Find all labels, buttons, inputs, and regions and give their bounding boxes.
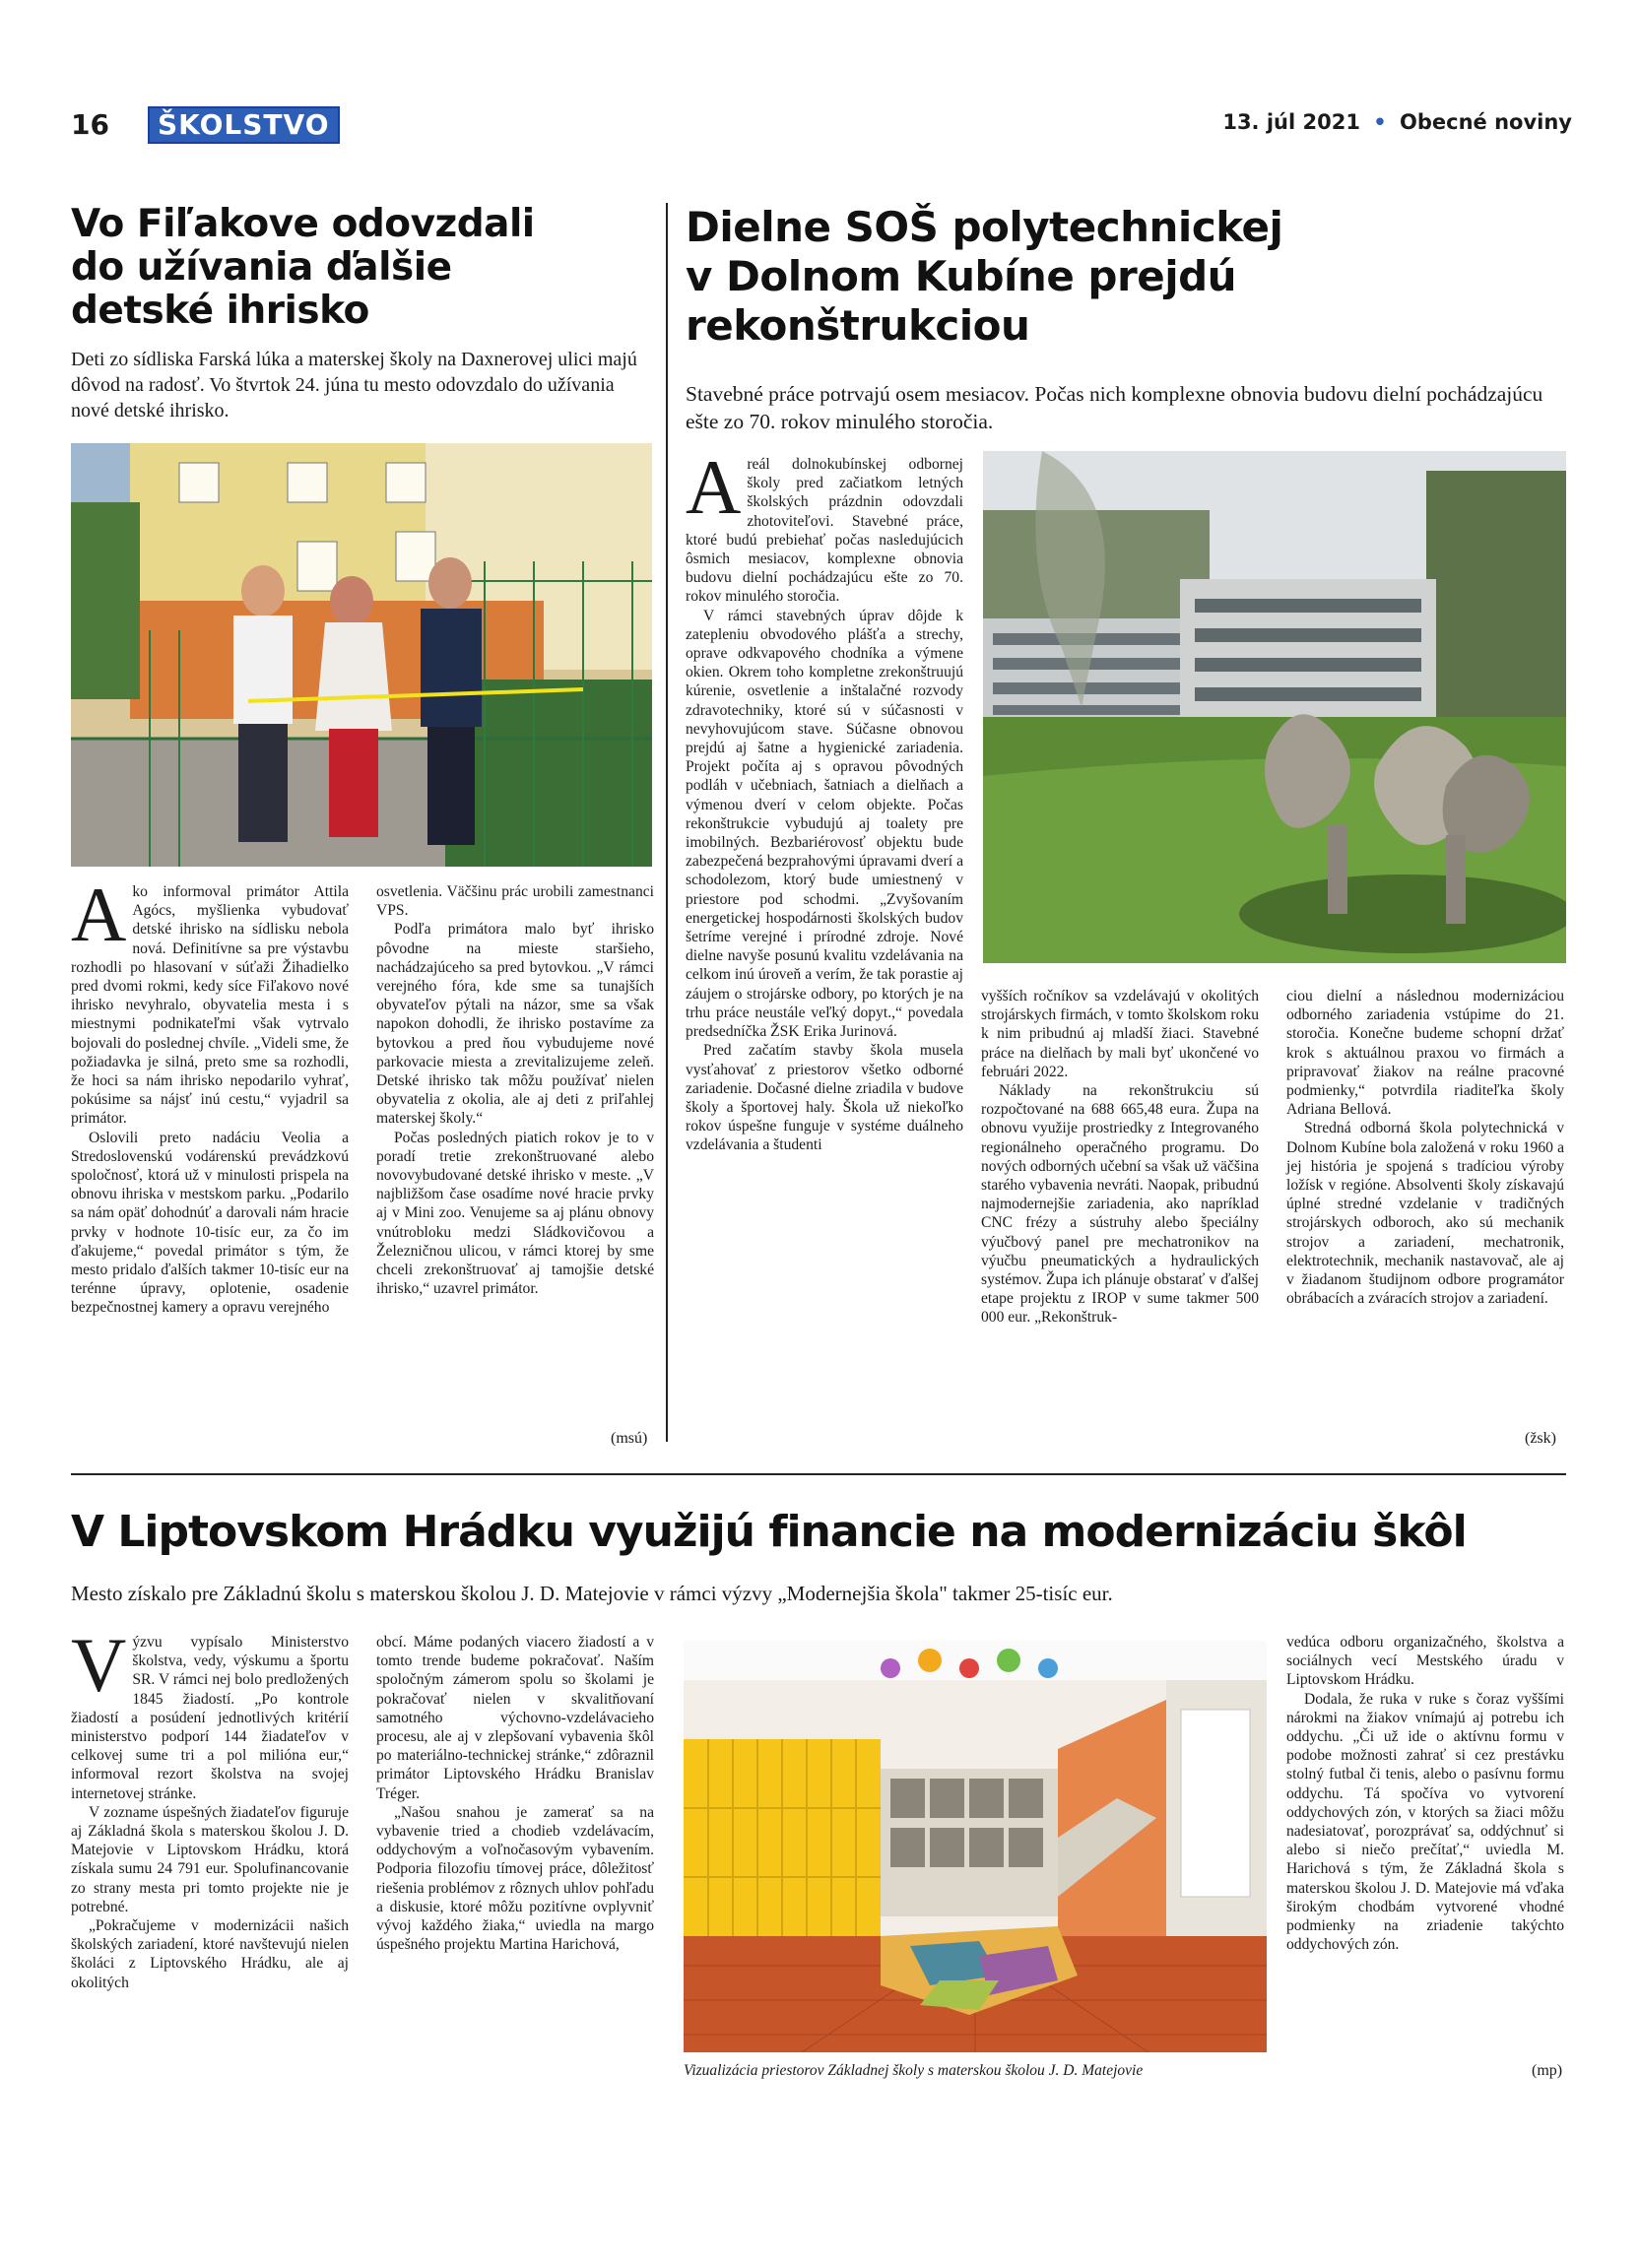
paragraph bbox=[686, 444, 963, 607]
article1-column1 bbox=[71, 872, 349, 1318]
paragraph-text: ýzvu vypísalo Ministerstvo školstva, vedy, výskumu a športu SR. V rámci nej bolo predložených 1845 žiadostí. „Po kontrole žiadostí a posúdení jednotlivých kritérií ministerstvo podporí 144 žiadateľov v celkovej sume tri a pol milióna eur,“ informoval rezort školstva na svojej internetovej stránke. bbox=[71, 1634, 349, 1802]
paragraph: obcí. Máme podaných viacero žiadostí a v tomto trende budeme pokračovať. Naším spoločným zámerom spolu so školami je pokračovať nielen v skvalitňovaní samotného výchovno-vzdelávacieho procesu, ale aj v zlepšovaní vybavenia škôl po materiálno-technickej stránke,“ zdôraznil primátor Liptovského Hrádku Branislav Tréger. bbox=[376, 1634, 654, 1802]
playground-image bbox=[71, 443, 652, 867]
paragraph: „Pokračujeme v modernizácii našich školských zariadení, ktoré navštevujú nielen školáci z Liptovského Hrádku, ale aj okolitých bbox=[71, 1917, 349, 1991]
paragraph: „Našou snahou je zamerať sa na vybavenie tried a chodieb vzdelávacím, oddychovým a voľnočasovým vybavením. Podporia filozofiu tímovej práce, dôležitosť riešenia problémov z rôznych uhlov pohľadu a diskusie, ktoré môžu pozitívne ovplyvniť vývoj každého žiaka,“ uviedla na margo úspešného projektu Martina Harichová, bbox=[376, 1803, 654, 1954]
article3-headline: V Liptovskom Hrádku využijú financie na modernizáciu škôl bbox=[71, 1507, 1467, 1557]
school-interior-visualization bbox=[684, 1641, 1267, 2052]
article2-signature: (žsk) bbox=[1525, 1430, 1556, 1447]
column-divider bbox=[666, 203, 668, 1442]
paragraph bbox=[71, 872, 349, 1129]
drop-cap: A bbox=[71, 872, 127, 957]
school-interior-image bbox=[684, 1641, 1267, 2052]
section-divider bbox=[71, 1473, 1566, 1475]
article3-column3 bbox=[1286, 1633, 1564, 1954]
paragraph-text: reál dolnokubínskej odbornej školy pred začiatkom letných školských prázdnin odovzdali zhotoviteľovi. Stavebné práce, ktoré budú prebiehať počas nasledujúcich ôsmich mesiacov, komplexne obnovia budovu dielní pochádzajúcu ešte zo 70. rokov minulého storočia. bbox=[686, 456, 963, 606]
drop-cap: V bbox=[71, 1622, 127, 1708]
school-building-photo bbox=[983, 451, 1566, 963]
article2-lead: Stavebné práce potrvajú osem mesiacov. Počas nich komplexne obnovia budovu dielní pochádzajúcu ešte zo 70. rokov minulého storočia. bbox=[686, 382, 1543, 433]
section-label: ŠKOLSTVO bbox=[148, 106, 340, 144]
paragraph bbox=[71, 1622, 349, 1803]
article2-column1 bbox=[686, 444, 963, 1155]
paragraph: Náklady na rekonštrukciu sú rozpočtované na 688 665,48 eura. Župa na obnovu využije prostriedky z Integrovaného regionálneho operačného programu. Do nových odborných učební sa však už väčšina starého vybavenia nevráti. Naopak, pribudnú najmodernejšie zariadenia, ako napríklad CNC frézy a sústruhy alebo špeciálny výučbový panel pre mechatronikov na výučbu pneumatických a hydraulických systémov. Župa ich plánuje obstarať v ďalšej etape projektu z IROP v sume takmer 500 000 eur. „Rekonštruk- bbox=[981, 1082, 1259, 1327]
article2-column2 bbox=[981, 987, 1259, 1328]
headline-line: v Dolnom Kubíne prejdú bbox=[686, 252, 1237, 300]
article3-lead: Mesto získalo pre Základnú školu s materskou školou J. D. Matejovie v rámci výzvy „Modernejšia škola" takmer 25-tisíc eur. bbox=[71, 1582, 1113, 1605]
playground-photo bbox=[71, 443, 652, 867]
article2-headline bbox=[686, 203, 1572, 351]
drop-cap: A bbox=[686, 444, 742, 530]
paragraph: Pred začatím stavby škola musela vysťahovať z priestorov všetko odborné zariadenie. Dočasné dielne zriadila v budove školy a športovej haly. Škola už niekoľko rokov úspešne funguje v systéme duálneho vzdelávania a študenti bbox=[686, 1042, 963, 1154]
paragraph: Oslovili preto nadáciu Veolia a Stredoslovenskú vodárenskú prevádzkovú spoločnosť, ktorá už v minulosti prispela na obnovu ihriska v mestskom parku. „Podarilo sa nám opäť dohodnúť a darovali nám hracie prvky v hodnote 10-tisíc eur, za čo im ďakujeme,“ povedal primátor s tým, že mesto pridalo ďalších takmer 10-tisíc eur na terénne úpravy, oplotenie, osadenie bezpečnostnej kamery a opravu verejného bbox=[71, 1129, 349, 1317]
paragraph: Počas posledných piatich rokov je to v poradí tretie zrekonštruované alebo novovybudované detské ihrisko v meste. „V najbližšom čase osadíme nové hracie prvky aj v Mini zoo. Venujeme sa aj plánu obnovy vnútrobloku medzi Sládkovičovou a Železničnou ulicou, v rámci ktorej by sme chceli zrekonštruovať aj tamojšie detské ihrisko,“ uzavrel primátor. bbox=[376, 1129, 654, 1298]
headline-line: Dielne SOŠ polytechnickej bbox=[686, 203, 1283, 251]
article3-column1 bbox=[71, 1622, 349, 1992]
headline-line: do užívania ďalšie bbox=[71, 245, 452, 290]
article1-headline bbox=[71, 203, 623, 333]
page-header bbox=[71, 106, 1572, 146]
paragraph: Podľa primátora malo byť ihrisko pôvodne na mieste staršieho, nachádzajúceho sa pred bytovkou. „V rámci verejného fóra, kde sme sa tunajších obyvateľov pýtali na názor, sme sa však napokon dohodli, že ihrisko postavíme za bytovkou a pred ňou vybudujeme nové parkovacie miesta a zrevitalizujeme zeleň. Detské ihrisko tak môžu používať nielen obyvatelia z okolia, ale aj deti z priľahlej materskej školy.“ bbox=[376, 921, 654, 1128]
issue-info bbox=[1222, 110, 1572, 134]
separator: • bbox=[1373, 110, 1387, 134]
article3-signature: (mp) bbox=[1532, 2062, 1563, 2079]
article3-column2 bbox=[376, 1633, 654, 1954]
paragraph: V zozname úspešných žiadateľov figuruje aj Základná škola s materskou školou J. D. Matejovie v Liptovskom Hrádku, ktorá získala sumu 24 791 eur. Spolufinancovanie zo strany mesta pri tomto projekte nie je potrebné. bbox=[71, 1803, 349, 1915]
paragraph: ciou dielní a následnou modernizáciou odborného zariadenia vstúpime do 21. storočia. Konečne budeme schopní držať krok s aktuálnou praxou vo firmách a pripravovať žiakov na reálne pracovné podmienky,“ potvrdila riaditeľka školy Adriana Bellová. bbox=[1286, 988, 1564, 1119]
paragraph: vyšších ročníkov sa vzdelávajú v okolitých strojárskych firmách, v tomto školskom roku k nim pribudnú aj mladší žiaci. Stavebné práce na dielňach by mali byť ukončené vo februári 2022. bbox=[981, 988, 1259, 1080]
article2-column3 bbox=[1286, 987, 1564, 1308]
image-caption: Vizualizácia priestorov Základnej školy s materskou školou J. D. Matejovie bbox=[684, 2062, 1144, 2079]
article1-column2 bbox=[376, 882, 654, 1298]
paragraph: vedúca odboru organizačného, školstva a sociálnych vecí Mestského úradu v Liptovskom Hrádku. bbox=[1286, 1634, 1564, 1689]
article1-lead: Deti zo sídliska Farská lúka a materskej školy na Daxnerovej ulici majú dôvod na radosť. Vo štvrtok 24. júna tu mesto odovzdalo do užívania nové detské ihrisko. bbox=[71, 349, 637, 421]
school-building-image bbox=[983, 451, 1566, 963]
paragraph-text: ko informoval primátor Attila Agócs, myšlienka vybudovať detské ihrisko na sídlisku nebola nová. Definitívne sa pre výstavbu rozhodli po hlasovaní v súťaži Žihadielko pred dvomi rokmi, kedy síce Fiľakovo nové ihrisko nevyhralo, obyvatelia mesta i s miestnymi podnikateľmi však vytrvalo bojovali do poslednej chvíle. „Videli sme, že požiadavka je silná, preto sme sa rozhodli, že hoci sa nám ihrisko nepodarilo vyhrať, pokúsime sa nájsť inú cestu,“ vyjadril sa primátor. bbox=[71, 883, 349, 1128]
headline-line: Vo Fiľakove odovzdali bbox=[71, 202, 535, 246]
issue-date: 13. júl 2021 bbox=[1222, 110, 1360, 134]
publication-name: Obecné noviny bbox=[1400, 110, 1572, 134]
headline-line: detské ihrisko bbox=[71, 289, 369, 333]
paragraph: V rámci stavebných úprav dôjde k zatepleniu obvodového plášťa a strechy, oprave odkvapového chodníka a výmene okien. Okrem toho kompletne zrekonštruujú kúrenie, osvetlenie a inštalačné rozvody zdravotechniky, ktoré sú v súčasnosti v nevyhovujúcom stave. Súčasne obnovou prejdú aj šatne a hygienické zariadenia. Projekt počíta aj s opravou pôvodných podláh v učebniach, šatniach a dielňach a výmenou dverí v celom objekte. Počas rekonštrukcie vybudujú aj toalety pre imobilných. Bezbariérovosť objektu bude zabezpečená bezprahovými úpravami dverí a schodolezom, ktorý bude umiestnený v priestore pod schodmi. „Zvyšovaním energetickej hospodárnosti školských budov šetríme verejné i prírodné zdroje. Nové dielne navyše posunú kvalitu vzdelávania na celkom inú úroveň a verím, že tak porastie aj záujem o strojárske odbory, po ktorých je na trhu práce neustále veľký dopyt.,“ povedala predsedníčka ŽSK Erika Jurinová. bbox=[686, 607, 963, 1041]
article1-signature: (msú) bbox=[611, 1430, 648, 1447]
page-number: 16 bbox=[71, 108, 109, 141]
paragraph: osvetlenia. Väčšinu prác urobili zamestnanci VPS. bbox=[376, 883, 654, 920]
paragraph: Stredná odborná škola polytechnická v Dolnom Kubíne bola založená v roku 1960 a jej história je spojená s tradíciou výroby ložísk v regióne. Absolventi školy získavajú úplné stredné vzdelanie v tradičných strojárskych odboroch, ako sú mechanik strojov a zariadení, mechatronik, elektrotechnik, mechanik nastavovač, ale aj v žiadanom študijnom odbore programátor obrábacích a zváracích strojov a zariadení. bbox=[1286, 1120, 1564, 1308]
headline-line: rekonštrukciou bbox=[686, 301, 1030, 350]
paragraph: Dodala, že ruka v ruke s čoraz vyššími nárokmi na žiakov vnímajú aj potrebu ich oddychu. „Či už ide o aktívnu formu v podobe možnosti zahrať si cez prestávku stolný futbal či tenis, alebo o pasívnu formu oddychu. Tá spočíva vo vytvorení oddychových zón, v ktorých sa žiaci môžu nadesiatovať, porozprávať sa, oddýchnuť si alebo si niečo prečítať,“ uviedla M. Harichová s tým, že Základná škola s materskou školou J. D. Matejovie má vďaka širokým chodbám vytvorené vhodné podmienky na zriadenie takýchto oddychových zón. bbox=[1286, 1690, 1564, 1954]
